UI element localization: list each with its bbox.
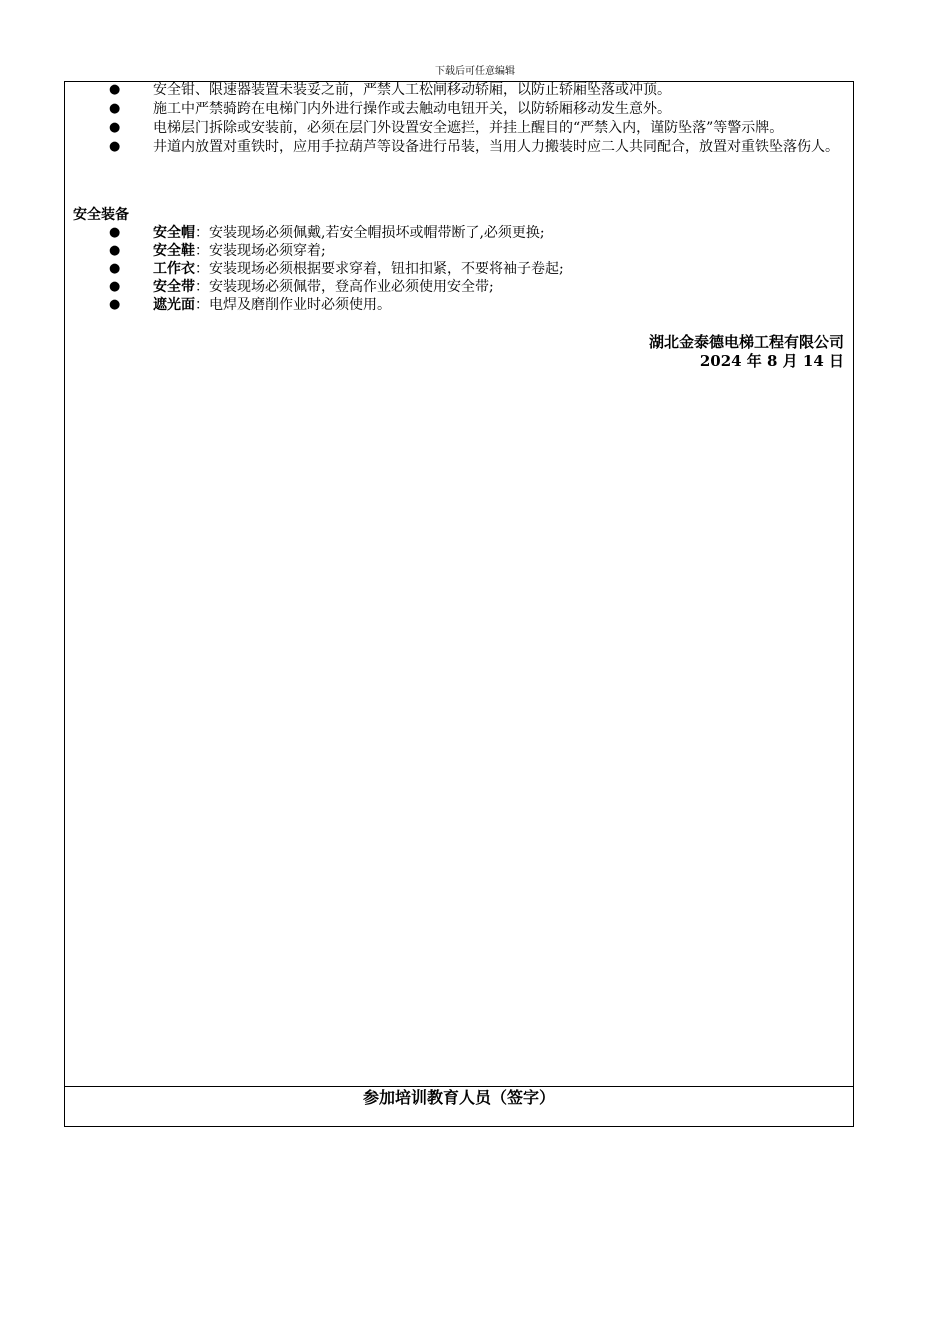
bullet-icon: ● bbox=[109, 279, 121, 294]
equipment-term: 安全鞋 bbox=[153, 243, 195, 259]
equipment-term: 工作衣 bbox=[153, 261, 195, 277]
equipment-term: 安全帽 bbox=[153, 225, 195, 241]
precaution-item bbox=[65, 120, 853, 136]
bullet-icon: ● bbox=[109, 120, 121, 135]
precaution-text: 电梯层门拆除或安装前，必须在层门外设置安全遮拦，并挂上醒目的“严禁入内，谨防坠落”等警示牌。 bbox=[153, 120, 784, 136]
bullet-icon: ● bbox=[109, 101, 121, 116]
precaution-list bbox=[65, 82, 853, 155]
bullet-icon: ● bbox=[109, 243, 121, 258]
header-note: 下载后可任意编辑 bbox=[435, 66, 515, 77]
bullet-icon: ● bbox=[109, 297, 121, 312]
equipment-text: ：安装现场必须佩带，登高作业必须使用安全带; bbox=[195, 279, 494, 295]
precaution-item bbox=[65, 82, 853, 98]
equipment-term: 遮光面 bbox=[153, 297, 195, 313]
bullet-icon: ● bbox=[109, 225, 121, 240]
precaution-text: 安全钳、限速器装置未装妥之前，严禁人工松闸移动轿厢，以防止轿厢坠落或冲顶。 bbox=[153, 82, 671, 98]
content-cell bbox=[65, 82, 853, 1087]
signature-row-title: 参加培训教育人员（签字） bbox=[362, 1088, 555, 1107]
equipment-text: ：安装现场必须根据要求穿着，钮扣扣紧，不要将袖子卷起; bbox=[195, 261, 564, 277]
equipment-item bbox=[65, 296, 853, 314]
equipment-item bbox=[65, 242, 853, 260]
document-frame bbox=[64, 81, 854, 1127]
signoff-date: 2024 年 8 月 14 日 bbox=[699, 352, 844, 370]
equipment-section-title: 安全装备 bbox=[73, 207, 129, 223]
precaution-item bbox=[65, 101, 853, 117]
equipment-item bbox=[65, 260, 853, 278]
bullet-icon: ● bbox=[109, 82, 121, 97]
precaution-text: 井道内放置对重铁时，应用手拉葫芦等设备进行吊装，当用人力搬装时应二人共同配合，放置对重铁坠落伤人。 bbox=[153, 139, 839, 155]
company-name: 湖北金泰德电梯工程有限公司 bbox=[648, 333, 844, 351]
precaution-item bbox=[65, 139, 853, 155]
equipment-term: 安全带 bbox=[153, 279, 195, 295]
equipment-text: ：安装现场必须佩戴,若安全帽损坏或帽带断了,必须更换; bbox=[195, 225, 545, 241]
bullet-icon: ● bbox=[109, 261, 121, 276]
equipment-text: ：电焊及磨削作业时必须使用。 bbox=[195, 297, 391, 313]
equipment-text: ：安装现场必须穿着; bbox=[195, 243, 326, 259]
equipment-list bbox=[65, 224, 853, 314]
equipment-item bbox=[65, 278, 853, 296]
precaution-text: 施工中严禁骑跨在电梯门内外进行操作或去触动电钮开关，以防轿厢移动发生意外。 bbox=[153, 101, 671, 117]
signoff-block bbox=[649, 332, 844, 371]
equipment-item bbox=[65, 224, 853, 242]
bullet-icon: ● bbox=[109, 139, 121, 154]
